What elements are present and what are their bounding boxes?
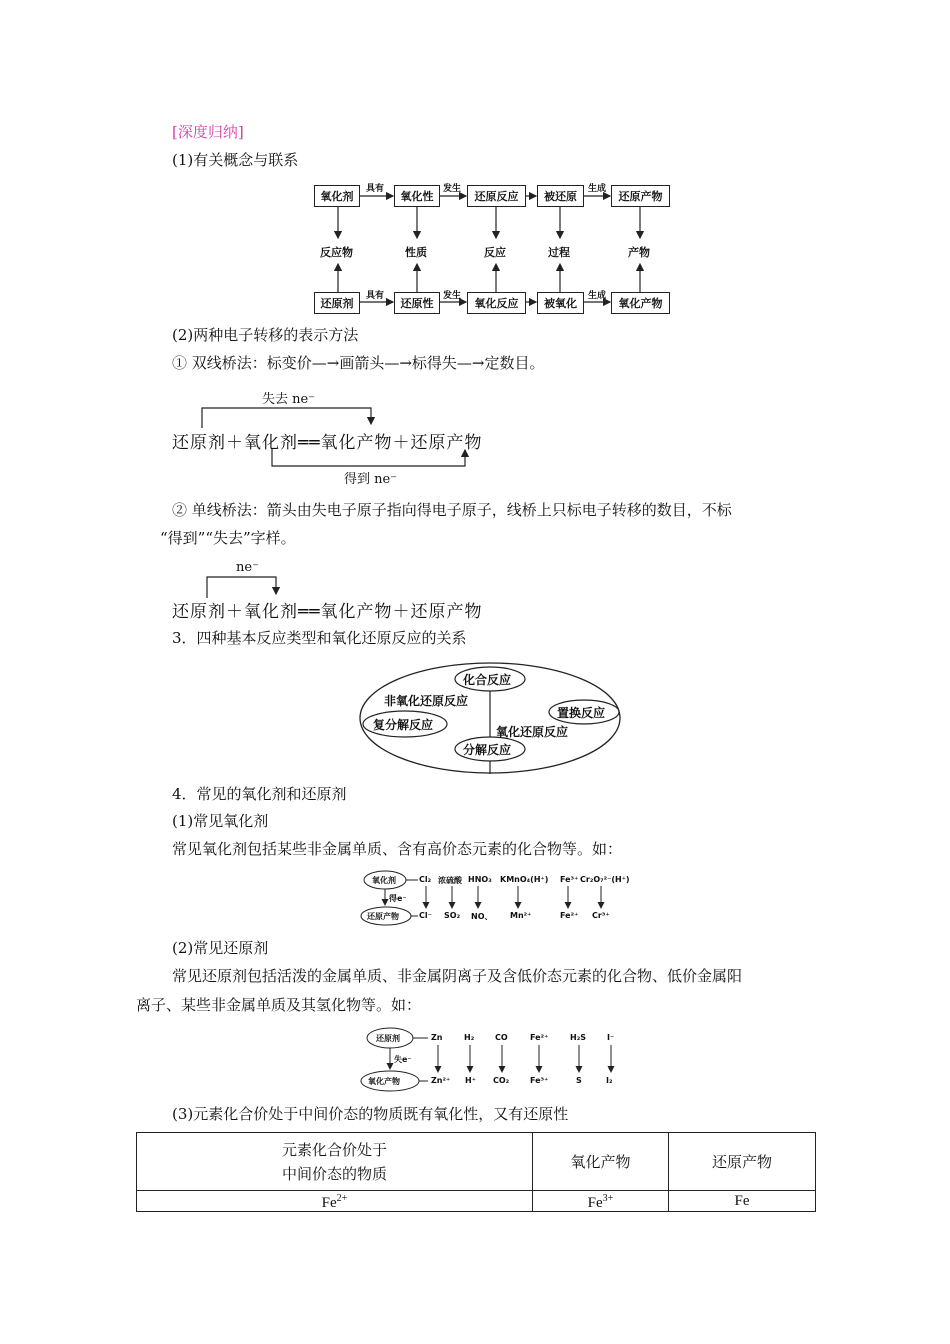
- single-bridge-method-text-line1: ② 单线桥法：箭头由失电子原子指向得电子原子，线桥上只标电子转移的数目，不标: [172, 501, 732, 519]
- table-cell-fe2: [137, 1191, 533, 1212]
- box-reduction-product: 还原产物: [611, 185, 670, 207]
- label-product: 产物: [628, 246, 650, 259]
- venn-combination-reaction: 化合反应: [463, 673, 512, 687]
- venn-displacement-reaction: 置换反应: [557, 706, 606, 720]
- label-process: 过程: [548, 246, 570, 259]
- product-h-plus: H⁺: [465, 1076, 476, 1085]
- product-fe2: Fe²⁺: [560, 911, 579, 920]
- link-label-produces-bottom: 生成: [588, 291, 607, 301]
- reductant-label: 还原剂: [376, 1034, 400, 1043]
- reductant-h2s: H₂S: [570, 1033, 586, 1042]
- product-cr3: Cr³⁺: [592, 911, 610, 920]
- reduction-product-label: 还原产物: [367, 912, 399, 921]
- venn-non-redox-label: 非氧化还原反应: [384, 694, 469, 708]
- single-bridge-label: ne⁻: [236, 560, 259, 575]
- fe3-charge: 3+: [602, 1193, 614, 1204]
- box-reduction-reaction: 还原反应: [467, 185, 526, 207]
- oxidant-fe3: Fe³⁺: [560, 875, 579, 884]
- fe3-base: Fe: [587, 1195, 603, 1211]
- label-property: 性质: [405, 246, 427, 259]
- gain-electron-label: 得e⁻: [389, 894, 407, 903]
- product-i2: I₂: [606, 1076, 613, 1085]
- double-bridge-method-text: ① 双线桥法：标变价—→画箭头—→标得失—→定数目。: [172, 354, 545, 372]
- product-so2: SO₂: [444, 911, 461, 920]
- venn-double-decomposition: 复分解反应: [373, 718, 434, 732]
- reductant-zn: Zn: [431, 1033, 443, 1042]
- product-fe3: Fe³⁺: [530, 1076, 549, 1085]
- label-reactant: 反应物: [320, 246, 353, 259]
- subsection-title-intermediate-valence: (3)元素化合价处于中间价态的物质既有氧化性，又有还原性: [172, 1105, 569, 1123]
- table-header-oxidation-product: 氧化产物: [533, 1133, 669, 1191]
- table-header-substance-line1: 元素化合价处于: [281, 1140, 387, 1159]
- box-reductant: 还原剂: [314, 292, 360, 314]
- reductant-co: CO: [495, 1033, 508, 1042]
- label-reaction: 反应: [484, 246, 506, 259]
- table-cell-fe: Fe: [669, 1191, 816, 1212]
- single-bridge-equation: 还原剂＋氧化剂══氧化产物＋还原产物: [172, 602, 483, 622]
- oxidant-label: 氧化剂: [372, 876, 396, 885]
- link-label-occurs-bottom: 发生: [443, 291, 462, 301]
- subsection-title-reductants: (2)常见还原剂: [172, 939, 269, 957]
- reductant-fe2: Fe²⁺: [530, 1033, 549, 1042]
- fe2-charge: 2+: [336, 1193, 348, 1204]
- double-bridge-equation: 还原剂＋氧化剂══氧化产物＋还原产物: [172, 433, 483, 453]
- lose-electron-label: 失e⁻: [394, 1055, 412, 1064]
- oxidants-description: 常见氧化剂包括某些非金属单质、含有高价态元素的化合物等。如：: [172, 840, 623, 858]
- box-reduced: 被还原: [537, 185, 584, 207]
- box-reducing-property: 还原性: [394, 292, 440, 314]
- oxidant-cl2: Cl₂: [419, 875, 432, 884]
- oxidant-hno3: HNO₃: [468, 875, 492, 884]
- subsection-title-concepts: (1)有关概念与联系: [172, 151, 299, 169]
- oxidant-conc-sulfuric: 浓硫酸: [438, 876, 462, 885]
- subsection-title-oxidants: (1)常见氧化剂: [172, 812, 269, 830]
- venn-decomposition-reaction: 分解反应: [463, 743, 512, 757]
- product-mn2: Mn²⁺: [510, 911, 532, 920]
- reductants-description-line2: 离子、某些非金属单质及其氢化物等。如：: [136, 996, 422, 1014]
- product-s: S: [576, 1076, 582, 1085]
- table-row: [137, 1191, 816, 1212]
- subsection-title-electron-transfer: (2)两种电子转移的表示方法: [172, 326, 359, 344]
- double-bridge-bottom-label: 得到 ne⁻: [344, 472, 398, 487]
- section-title-reaction-types: 3．四种基本反应类型和氧化还原反应的关系: [172, 629, 467, 647]
- table-header-reduction-product: 还原产物: [669, 1133, 816, 1191]
- venn-redox-label: 氧化还原反应: [496, 725, 569, 739]
- table-header-substance: [137, 1133, 533, 1191]
- box-oxidation-product: 氧化产物: [611, 292, 670, 314]
- single-bridge-method-text-line2: “得到”“失去”字样。: [160, 529, 296, 547]
- oxidant-kmno4: KMnO₄(H⁺): [500, 875, 549, 884]
- reductant-h2: H₂: [464, 1033, 475, 1042]
- double-bridge-top-label: 失去 ne⁻: [262, 392, 316, 407]
- table-header-substance-line2: 中间价态的物质: [281, 1164, 387, 1183]
- table-cell-fe3: [533, 1191, 669, 1212]
- valence-table: [136, 1132, 816, 1212]
- oxidation-product-label: 氧化产物: [368, 1077, 400, 1086]
- table-header-row: [137, 1133, 816, 1191]
- section-title-oxidants-reductants: 4．常见的氧化剂和还原剂: [172, 785, 347, 803]
- product-cl-minus: Cl⁻: [419, 911, 432, 920]
- link-label-has-bottom: 具有: [366, 291, 385, 301]
- fe2-base: Fe: [321, 1195, 337, 1211]
- product-no: NO、: [471, 912, 493, 921]
- product-co2: CO₂: [493, 1076, 510, 1085]
- box-oxidation-reaction: 氧化反应: [467, 292, 526, 314]
- box-oxidized: 被氧化: [537, 292, 584, 314]
- box-oxidant: 氧化剂: [314, 185, 360, 207]
- link-label-produces-top: 生成: [588, 184, 607, 194]
- link-label-has-top: 具有: [366, 184, 385, 194]
- reductants-description-line1: 常见还原剂包括活泼的金属单质、非金属阴离子及含低价态元素的化合物、低价金属阳: [172, 967, 743, 985]
- link-label-occurs-top: 发生: [443, 184, 462, 194]
- box-oxidizing-property: 氧化性: [394, 185, 440, 207]
- product-zn2: Zn²⁺: [431, 1076, 451, 1085]
- section-heading: [深度归纳]: [172, 123, 244, 141]
- oxidant-cr2o7: Cr₂O₇²⁻(H⁺): [580, 875, 630, 884]
- reductant-i-minus: I⁻: [607, 1033, 615, 1042]
